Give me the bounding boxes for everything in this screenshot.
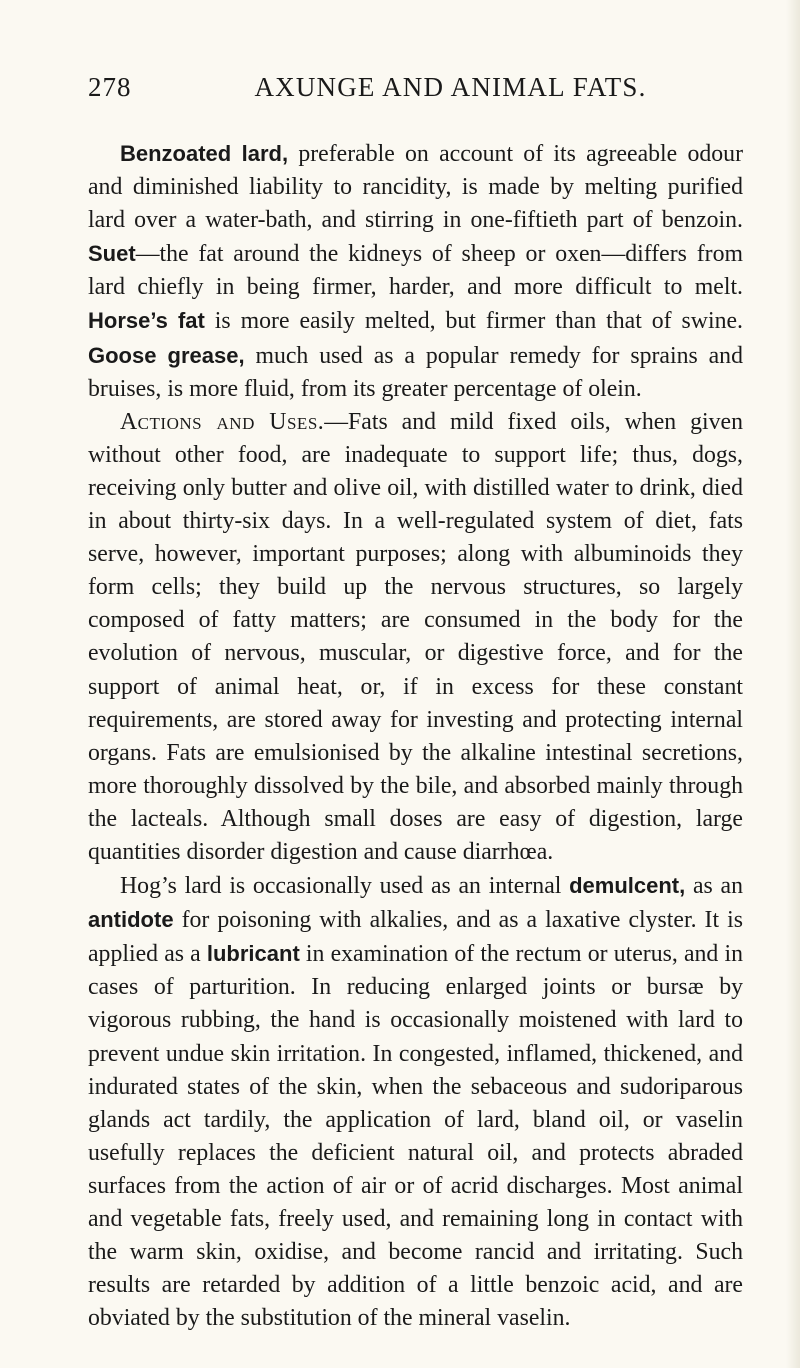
- text-run: is more easily melted, but firmer than that of swine.: [204, 308, 743, 335]
- text-run: preferable on account of its agreeable odour and diminished liability to rancidity, is made by melting purified lard over a water-bath, and stirring in one-fiftieth part of benzoin.: [88, 141, 743, 234]
- term-antidote: antidote: [88, 907, 174, 933]
- term-horses-fat: Horse’s fat: [88, 308, 205, 334]
- paragraph-actions-and-uses: [88, 406, 743, 869]
- term-goose-grease: Goose grease,: [88, 342, 245, 368]
- term-lubricant: lubricant: [206, 941, 300, 967]
- page-edge-shadow: [786, 0, 800, 1368]
- body-text: [88, 137, 743, 1335]
- term-suet: Suet: [88, 241, 136, 267]
- text-run: —the fat around the kidneys of sheep or oxen—differs from lard chiefly in being firmer, harder, and more difficult to melt.: [88, 241, 743, 301]
- term-benzoated-lard: Benzoated lard,: [120, 141, 289, 166]
- page-header: [88, 72, 743, 112]
- paragraph-hogs-lard: [88, 869, 743, 1335]
- running-head: AXUNGE AND ANIMAL FATS.: [254, 72, 647, 102]
- text-run: —Fats and mild fixed oils, when given without other food, are inadequate to support life; thus, dogs, receiving only butter and olive oil, with distilled water to drink, died in about thirty-six days. In a well-regulated system of diet, fats serve, however, important purposes; along with albuminoids they form cells; they build up the nervous structures, so largely composed of fatty matters; are consumed in the body for the evolution of nervous, muscular, or digestive force, and for the support of animal heat, or, if in excess for these constant requirements, are stored away for investing and protecting internal organs. Fats are emulsionised by the alkaline intestinal secretions, more thoroughly dissolved by the bile, and absorbed mainly through the lacteals. Although small doses are easy of digestion, large quantities disorder digestion and cause diarrhœa.: [88, 408, 743, 865]
- text-run: Hog’s lard is occasionally used as an internal: [120, 873, 570, 900]
- page-number: 278: [88, 72, 132, 102]
- paragraph-benzoated-lard: [88, 137, 743, 406]
- text-run: in examination of the rectum or uterus, and in cases of parturition. In reducing enlarged joints or bursæ by vigorous rubbing, the hand is occasionally moistened with lard to prevent undue skin irritation. In congested, inflamed, thickened, and indurated states of the skin, when the sebaceous and sudoriparous glands act tardily, the application of lard, bland oil, or vaselin usefully replaces the deficient natural oil, and protects abraded surfaces from the action of air or of acrid discharges. Most animal and vegetable fats, freely used, and remaining long in contact with the warm skin, oxidise, and become rancid and irritating. Such results are retarded by addition of a little benzoic acid, and are obviated by the substitution of the mineral vaselin.: [88, 941, 743, 1332]
- section-heading-actions-and-uses: Actions and Uses.: [120, 408, 325, 435]
- text-run: as an: [685, 873, 743, 900]
- term-demulcent: demulcent,: [569, 873, 686, 899]
- text-run: much used as a popular remedy for sprains and bruises, is more fluid, from its greater percentage of olein.: [88, 342, 743, 402]
- text-run: for poisoning with alkalies, and as a laxative clyster. It is applied as a: [88, 907, 743, 968]
